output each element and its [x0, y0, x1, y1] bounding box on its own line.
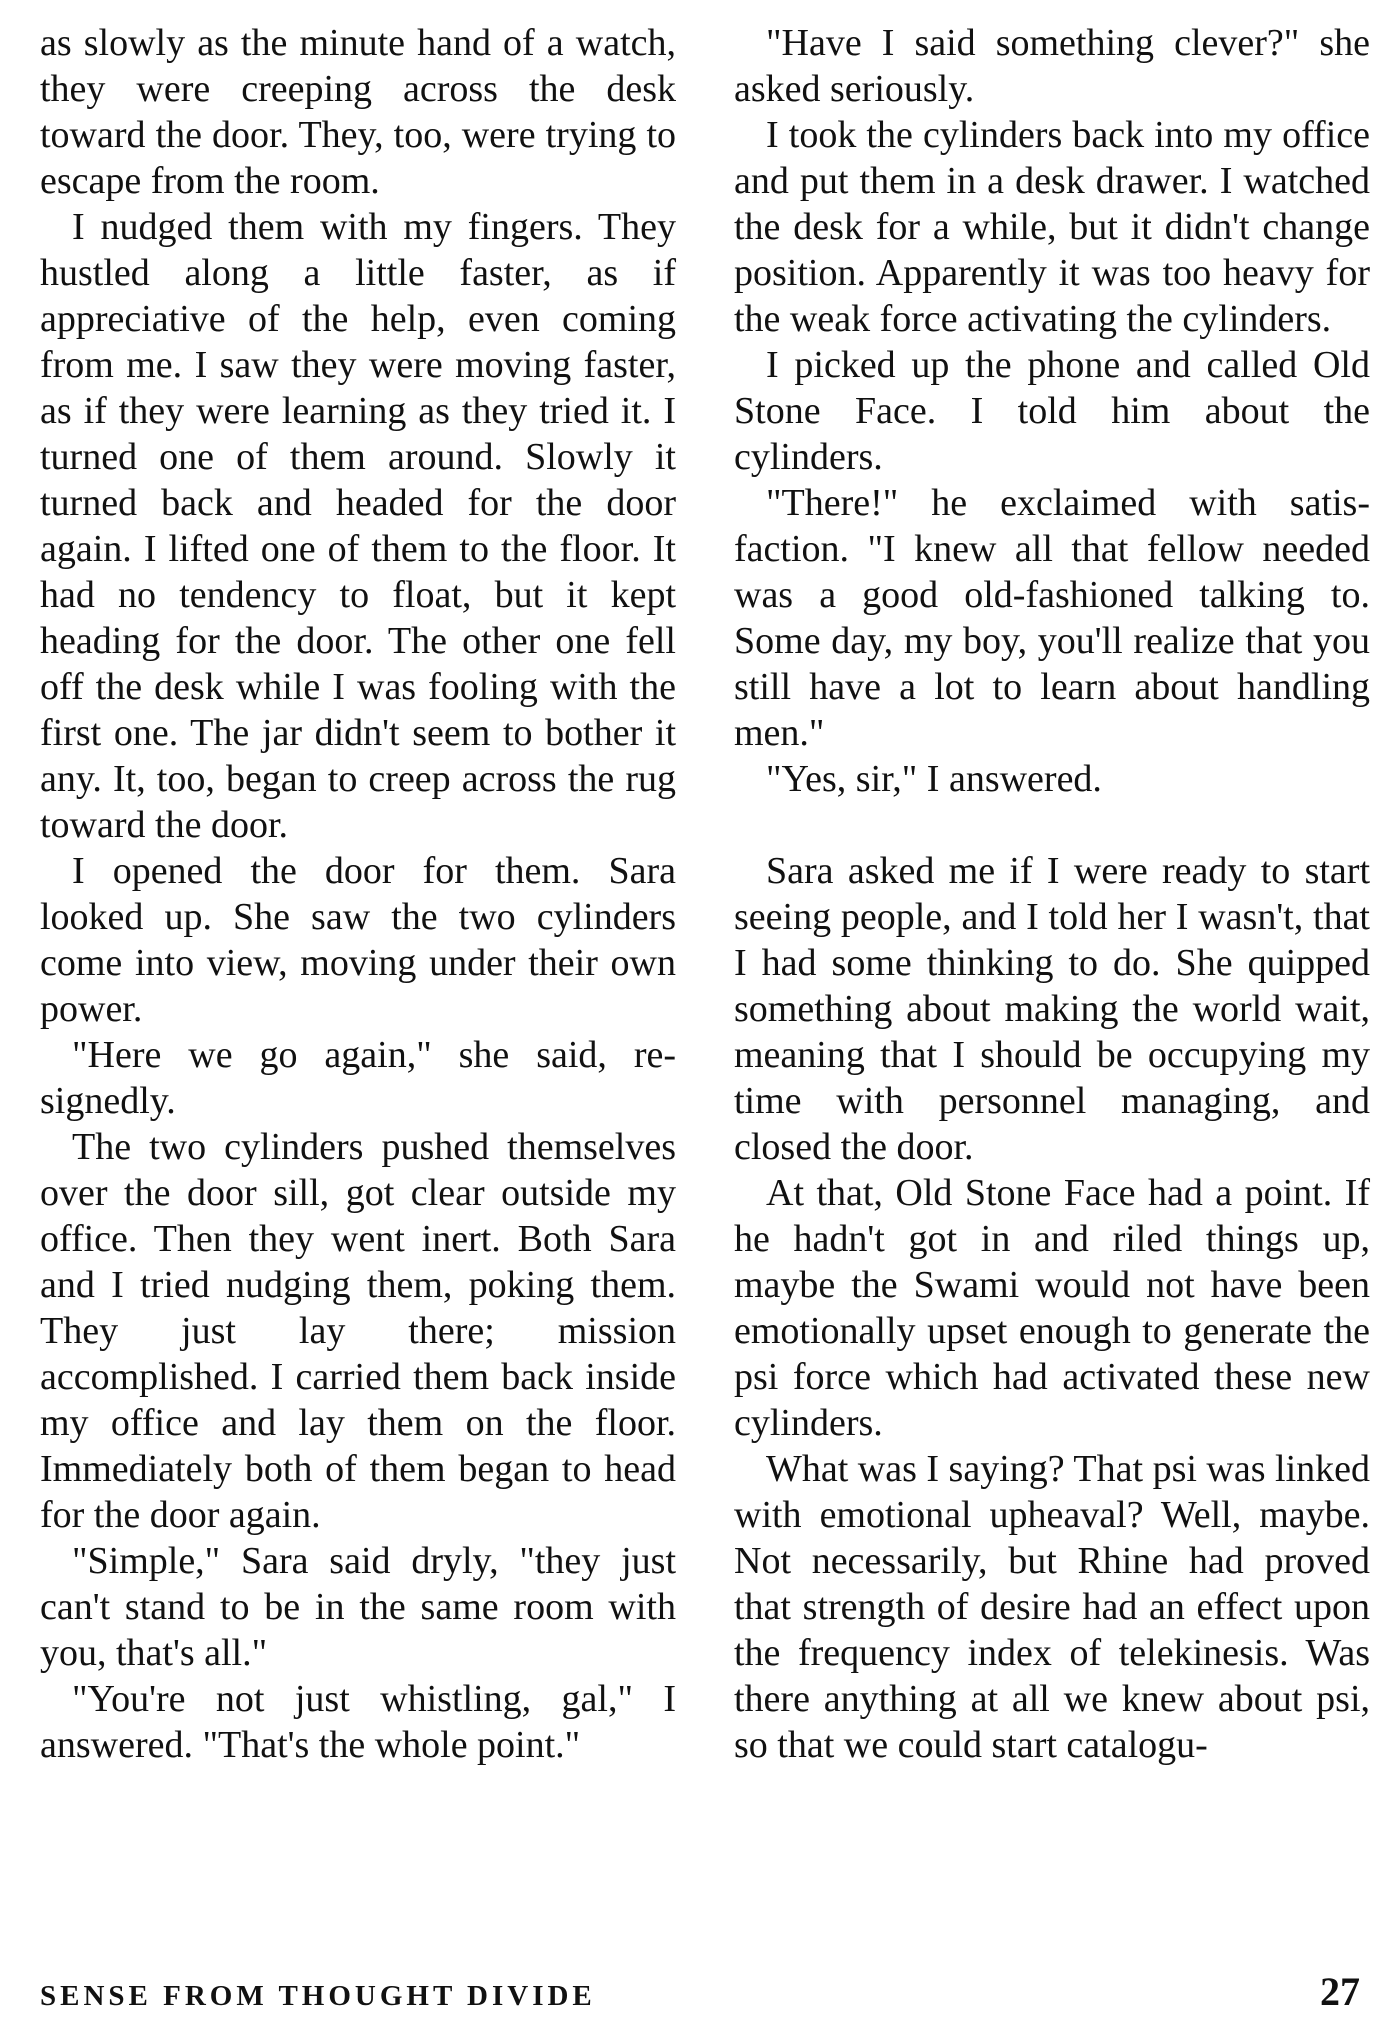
paragraph: I picked up the phone and called Old Stone Face. I told him about the cylinders. [734, 344, 1370, 478]
page-number: 27 [1320, 1969, 1360, 2014]
left-column [40, 20, 676, 1768]
paragraph: The two cylinders pushed themselves over the door sill, got clear outside my office. Then they went inert. Both Sara and I tried nudging them, poking them. They just lay there; mission accomplished. I carried them back inside my office and lay them on the floor. Immediately both of them began to head for the door again. [40, 1126, 676, 1536]
right-column [734, 20, 1370, 1768]
paragraph: At that, Old Stone Face had a point. If he hadn't got in and riled things up, maybe the Swami would not have been emotionally upset enough to generate the psi force which had activated these new cylinders. [734, 1172, 1370, 1444]
paragraph: "Here we go again," she said, resignedly. [40, 1034, 676, 1122]
paragraph: "Have I said something clever?" she asked seriously. [734, 22, 1370, 110]
paragraph: "There!" he exclaimed with satisfaction. "I knew all that fellow needed was a good old-fashioned talking to. Some day, my boy, you'll realize that you still have a lot to learn about handling men." [734, 482, 1370, 754]
paragraph: "Yes, sir," I answered. [766, 758, 1102, 800]
paragraph: "You're not just whistling, gal," I answered. "That's the whole point." [40, 1678, 676, 1766]
paragraph: as slowly as the minute hand of a watch, they were creeping across the desk toward the door. They, too, were trying to escape from the room. [40, 22, 676, 202]
paragraph: I opened the door for them. Sara looked up. She saw the two cylinders come into view, moving under their own power. [40, 850, 676, 1030]
paragraph: I took the cylinders back into my office and put them in a desk drawer. I watched the desk for a while, but it didn't change position. Apparently it was too heavy for the weak force activating the cylinders. [734, 114, 1370, 340]
paragraph: I nudged them with my fingers. They hustled along a little faster, as if appreciative of the help, even coming from me. I saw they were moving faster, as if they were learning as they tried it. I turned one of them around. Slowly it turned back and headed for the door again. I lifted one of them to the floor. It had no tendency to float, but it kept heading for the door. The other one fell off the desk while I was fooling with the first one. The jar didn't seem to bother it any. It, too, began to creep across the rug toward the door. [40, 206, 676, 846]
paragraph: What was I saying? That psi was linked with emotional upheaval? Well, maybe. Not necessarily, but Rhine had proved that strength of desire had an effect upon the frequency index of telekinesis. Was there anything at all we knew about psi, so that we could start catalogu- [734, 1448, 1370, 1766]
running-title: SENSE FROM THOUGHT DIVIDE [40, 1980, 596, 2012]
paragraph-section-start: Sara asked me if I were ready to start seeing people, and I told her I wasn't, that I had some thinking to do. She quipped something about making the world wait, meaning that I should be occupying my time with personnel managing, and closed the door. [734, 850, 1370, 1168]
page-footer [40, 1968, 1360, 2018]
paragraph: "Simple," Sara said dryly, "they just can't stand to be in the same room with you, that's all." [40, 1540, 676, 1674]
